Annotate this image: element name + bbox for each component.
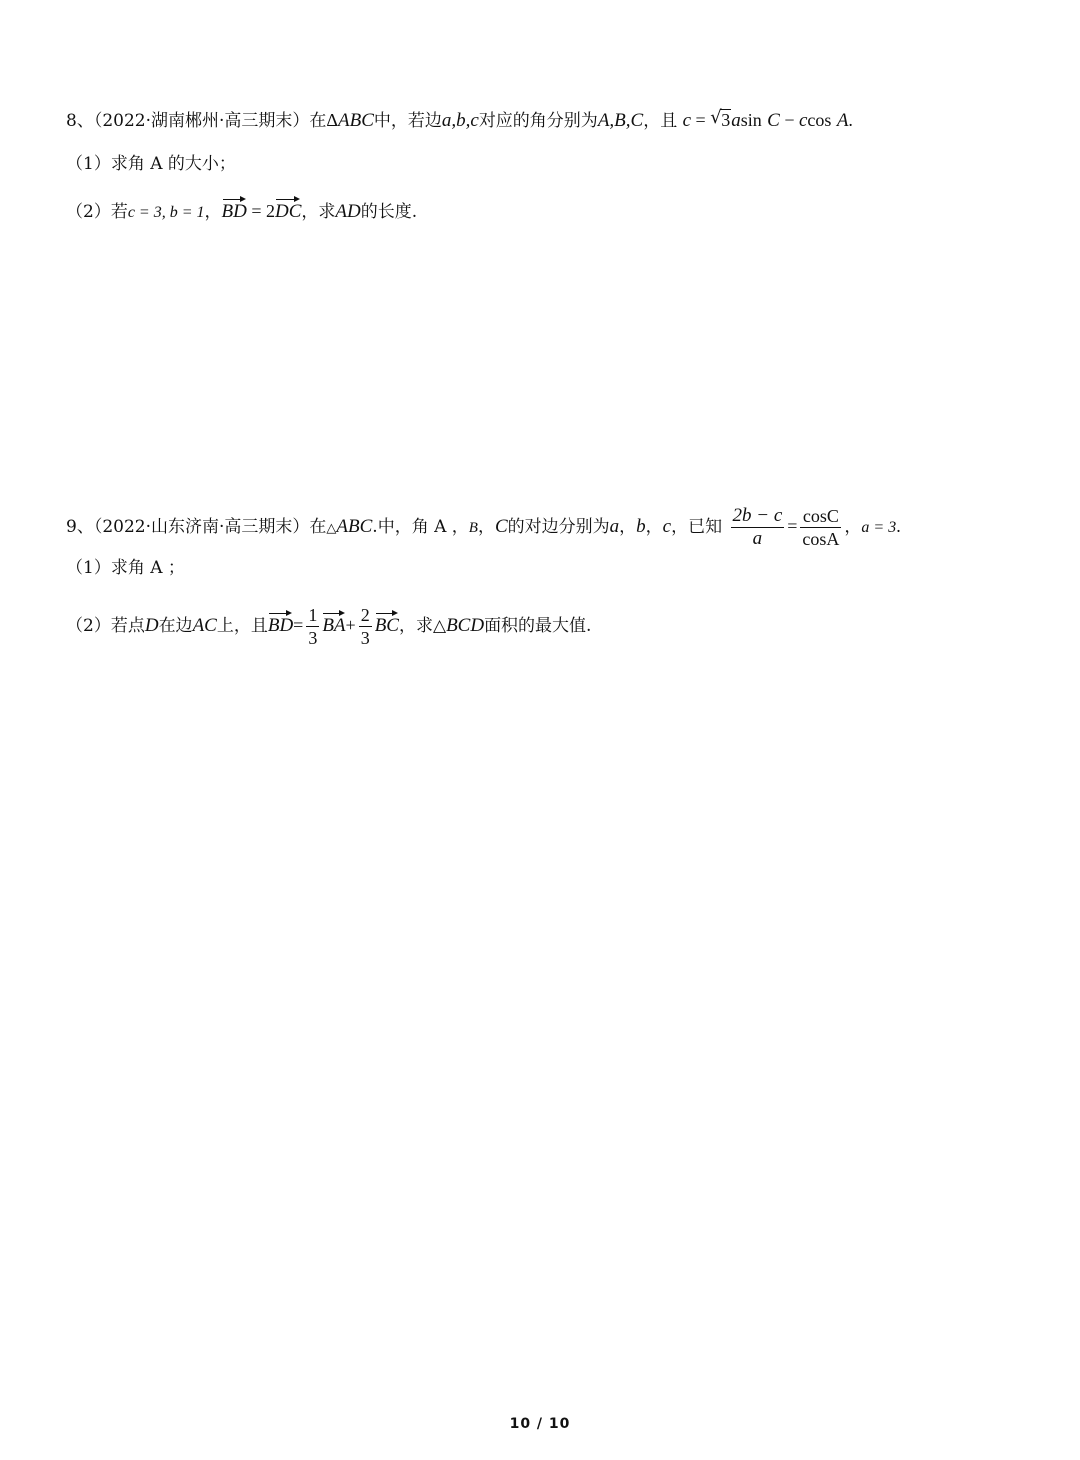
segment-ad: AD (335, 201, 361, 222)
q8-part2: （2）若c = 3, b = 1，BD = 2DC，求AD的长度. (66, 196, 417, 225)
sqrt-symbol: √ 3 (710, 107, 731, 130)
angle-names: A,B,C (597, 110, 644, 131)
delta-symbol: Δ (326, 110, 338, 130)
fraction-one-third: $\frac{1}{3}$ (308, 605, 318, 648)
q9-part1: （1）求角 A ； (66, 558, 185, 578)
q8-part1: （1）求角 A 的大小； (66, 154, 236, 174)
q9-part2: （2）若点D在边AC上，且BD= $\frac{1}{3}$ BA+ $\frac{2}{3}$ BC，求△BCD面积的最大值. (66, 605, 592, 648)
q9-source: （2022·山东济南·高三期末） (93, 517, 310, 537)
q9-stem: 9、（2022·山东济南·高三期末）在△ABC.中，角 A ，B，C的对边分别为a，b，c，已知 $\frac{2b - c}{a}$ = $\frac{\cos C}{\cos A}$ ，a = 3. (66, 505, 901, 549)
triangle-symbol: △ (326, 521, 337, 536)
a-equals-3: a = 3 (861, 519, 897, 536)
fraction-cosc-over-cosa: $\frac{\cos C}{\cos A}$ (802, 506, 840, 549)
fraction-2b-minus-c-over-a: $\frac{2b - c}{a}$ (732, 505, 783, 549)
q8-text: ，且 (643, 111, 678, 131)
q8-stem (66, 108, 853, 133)
vector-ba: BA (322, 610, 345, 638)
triangle-name: ABC (337, 110, 374, 131)
side-names: a,b,c (441, 110, 479, 131)
q8-source: （2022·湖南郴州·高三期末） (93, 111, 310, 131)
triangle-name: ABC (336, 516, 373, 537)
page-number: 10 / 10 (509, 1416, 571, 1432)
q8-text: 中，若边 (373, 111, 442, 131)
q8-condition: c = 3, b = 1 (127, 204, 205, 221)
q8-number: 8、 (66, 111, 94, 131)
vector-bc: BC (375, 610, 399, 638)
q8-equation: c = √ 3asin C − ccos A. (682, 107, 853, 131)
q9-number: 9、 (66, 517, 94, 537)
q8-text: 对应的角分别为 (478, 111, 598, 131)
q8-text: 在 (309, 111, 327, 131)
fraction-two-thirds: $\frac{2}{3}$ (360, 605, 370, 648)
vector-dc: DC (275, 196, 301, 224)
vector-bd: BD (222, 196, 247, 224)
vector-bd: BD (268, 610, 293, 638)
